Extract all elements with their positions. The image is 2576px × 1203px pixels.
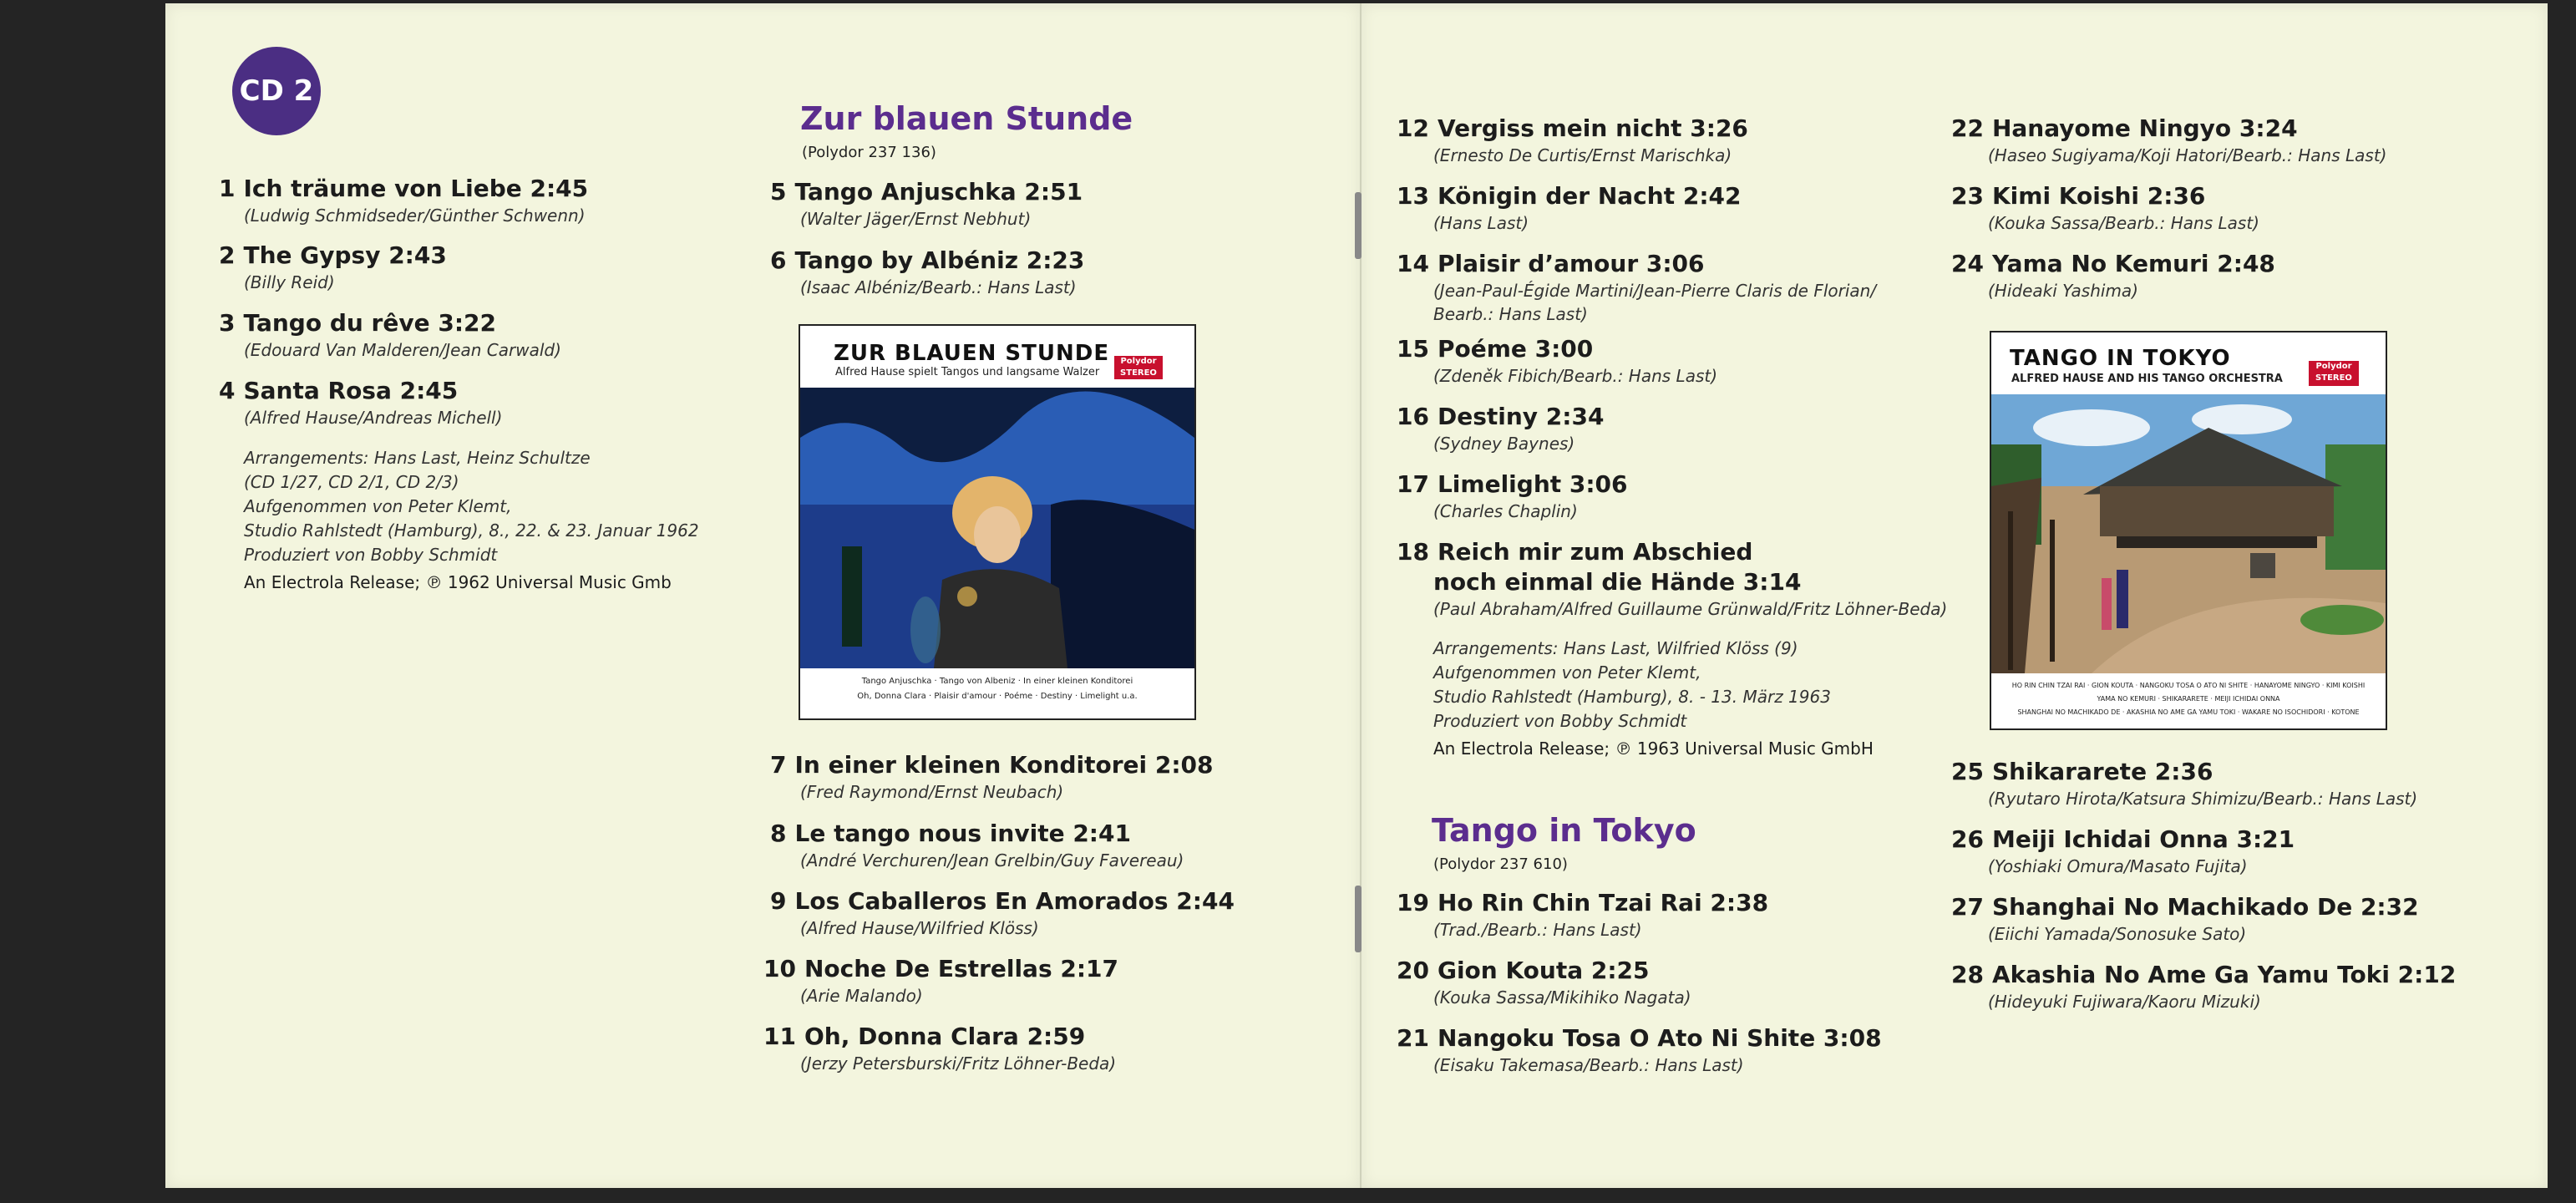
track-credit: (Walter Jäger/Ernst Nebhut) (800, 209, 1032, 229)
track-title: Le tango nous invite 2:41 (794, 820, 1131, 847)
track-16 (1397, 402, 1604, 455)
track-title: Kimi Koishi 2:36 (1991, 182, 2206, 210)
track-title: Königin der Nacht 2:42 (1437, 182, 1742, 210)
track-number: 26 (1951, 825, 1984, 853)
track-credit: (Ludwig Schmidseder/Günther Schwenn) (244, 206, 586, 226)
track-1 (219, 174, 588, 227)
track-title: Plaisir d’amour 3:06 (1437, 250, 1705, 277)
cover-footer-line: Tango Anjuschka · Tango von Albeniz · In einer kleinen Konditorei (861, 677, 1133, 686)
staple-bottom (1355, 886, 1362, 952)
track-number: 9 (770, 887, 787, 915)
track-title: Santa Rosa 2:45 (243, 377, 459, 404)
album-cover-tango-in-tokyo (1990, 331, 2387, 730)
track-number: 15 (1397, 335, 1429, 363)
track-24 (1951, 249, 2275, 302)
track-title: In einer kleinen Konditorei 2:08 (794, 751, 1214, 779)
track-title: The Gypsy 2:43 (243, 241, 447, 269)
track-number: 11 (763, 1023, 796, 1050)
track-5 (770, 177, 1083, 231)
track-17 (1397, 470, 1628, 523)
track-title: Ich träume von Liebe 2:45 (243, 175, 589, 202)
track-number: 28 (1951, 961, 1984, 988)
cover-title: ZUR BLAUEN STUNDE (834, 341, 1110, 366)
track-number: 14 (1397, 250, 1429, 277)
cover-footer-line: Oh, Donna Clara · Plaisir d'amour · Poéme · Destiny · Limelight u.a. (857, 692, 1138, 701)
track-credit: (Kouka Sassa/Bearb.: Hans Last) (1988, 213, 2259, 233)
track-title: Destiny 2:34 (1437, 403, 1605, 430)
track-number: 27 (1951, 893, 1984, 921)
track-credit: (Hans Last) (1433, 213, 1529, 233)
track-20 (1397, 956, 1691, 1009)
track-3 (219, 308, 561, 362)
polydor-logo: Polydor STEREO (1114, 356, 1163, 379)
track-number: 6 (770, 246, 787, 274)
track-14 (1397, 249, 1876, 326)
track-6 (770, 246, 1084, 299)
track-title: Ho Rin Chin Tzai Rai 2:38 (1437, 889, 1769, 916)
track-credit: (Hideaki Yashima) (1988, 281, 2138, 301)
cd-badge: CD 2 (232, 47, 321, 135)
track-credit: (Alfred Hause/Andreas Michell) (244, 408, 503, 428)
track-number: 23 (1951, 182, 1984, 210)
notes-line: Aufgenommen von Peter Klemt, (244, 496, 512, 516)
track-credit: (Paul Abraham/Alfred Guillaume Grünwald/Fritz Löhner-Beda) (1433, 599, 1948, 619)
album-catalog: (Polydor 237 610) (1433, 855, 1568, 873)
cover-header (800, 326, 1194, 388)
track-title-cont: noch einmal die Hände 3:14 (1433, 568, 1802, 596)
track-credit: (Hideyuki Fujiwara/Kaoru Mizuki) (1988, 992, 2261, 1012)
track-credit: (André Verchuren/Jean Grelbin/Guy Favereau) (800, 850, 1184, 871)
track-title: Meiji Ichidai Onna 3:21 (1991, 825, 2295, 853)
track-number: 1 (219, 175, 236, 202)
track-credit: (Eisaku Takemasa/Bearb.: Hans Last) (1433, 1055, 1744, 1075)
track-number: 13 (1397, 182, 1429, 210)
track-credit: (Zdeněk Fibich/Bearb.: Hans Last) (1433, 366, 1718, 386)
staple-top (1355, 192, 1362, 259)
track-title: Noche De Estrellas 2:17 (804, 955, 1119, 982)
track-title: Hanayome Ningyo 3:24 (1991, 114, 2298, 142)
notes-line: Studio Rahlstedt (Hamburg), 8. - 13. März 1963 (1433, 687, 1831, 707)
track-credit: (Ryutaro Hirota/Katsura Shimizu/Bearb.: Hans Last) (1988, 789, 2418, 809)
credits-notes-1 (244, 446, 699, 595)
track-28 (1951, 960, 2456, 1013)
track-credit-cont: Bearb.: Hans Last) (1433, 304, 1588, 324)
track-credit: (Eiichi Yamada/Sonosuke Sato) (1988, 924, 2247, 944)
track-9 (770, 886, 1235, 940)
track-number: 4 (219, 377, 236, 404)
notes-line: (CD 1/27, CD 2/1, CD 2/3) (244, 472, 459, 492)
cover-footer-line: YAMA NO KEMURI · SHIKARARETE · MEIJI ICHIDAI ONNA (2097, 695, 2280, 703)
notes-line: Studio Rahlstedt (Hamburg), 8., 22. & 23. Januar 1962 (244, 520, 699, 541)
track-11 (763, 1022, 1116, 1075)
track-18 (1397, 537, 1947, 621)
album-title: Tango in Tokyo (1432, 812, 1696, 849)
track-title: Gion Kouta 2:25 (1437, 957, 1650, 984)
track-8 (770, 819, 1184, 872)
track-title: Tango Anjuschka 2:51 (794, 178, 1083, 206)
track-7 (770, 750, 1214, 804)
track-credit: (Trad./Bearb.: Hans Last) (1433, 920, 1642, 940)
track-number: 17 (1397, 470, 1429, 498)
track-title: Shanghai No Machikado De 2:32 (1991, 893, 2419, 921)
track-25 (1951, 757, 2417, 810)
track-credit: (Jean-Paul-Égide Martini/Jean-Pierre Claris de Florian/ (1433, 281, 1877, 301)
track-number: 12 (1397, 114, 1429, 142)
track-credit: (Jerzy Petersburski/Fritz Löhner-Beda) (800, 1053, 1117, 1074)
track-number: 21 (1397, 1024, 1429, 1052)
track-credit: (Yoshiaki Omura/Masato Fujita) (1988, 856, 2248, 876)
release-line: An Electrola Release; ℗ 1962 Universal Music Gmb (244, 572, 672, 592)
notes-line: Aufgenommen von Peter Klemt, (1433, 662, 1701, 683)
track-credit: (Charles Chaplin) (1433, 501, 1578, 521)
track-credit: (Edouard Van Malderen/Jean Carwald) (244, 340, 561, 360)
track-number: 8 (770, 820, 787, 847)
track-19 (1397, 888, 1768, 942)
track-number: 19 (1397, 889, 1429, 916)
track-title: Nangoku Tosa O Ato Ni Shite 3:08 (1437, 1024, 1882, 1052)
track-title: Shikararete 2:36 (1991, 758, 2213, 785)
track-10 (763, 954, 1118, 1008)
track-number: 3 (219, 309, 236, 337)
cover-subtitle: Alfred Hause spielt Tangos und langsame Walzer (835, 366, 1100, 378)
track-12 (1397, 114, 1748, 167)
track-2 (219, 241, 447, 294)
cover-photo (800, 388, 1194, 668)
album-title: Zur blauen Stunde (800, 100, 1133, 137)
track-number: 20 (1397, 957, 1429, 984)
track-15 (1397, 334, 1717, 388)
track-title: Reich mir zum Abschied (1437, 538, 1753, 566)
track-credit: (Isaac Albéniz/Bearb.: Hans Last) (800, 277, 1077, 297)
track-credit: (Billy Reid) (244, 272, 335, 292)
credits-notes-2 (1433, 637, 1874, 761)
track-number: 2 (219, 241, 236, 269)
track-number: 18 (1397, 538, 1429, 566)
cover-subtitle: ALFRED HAUSE AND HIS TANGO ORCHESTRA (2011, 373, 2283, 385)
track-number: 7 (770, 751, 787, 779)
track-title: Limelight 3:06 (1437, 470, 1628, 498)
track-title: Yama No Kemuri 2:48 (1991, 250, 2275, 277)
track-number: 16 (1397, 403, 1429, 430)
track-credit: (Ernesto De Curtis/Ernst Marischka) (1433, 145, 1732, 165)
track-23 (1951, 181, 2259, 235)
track-credit: (Alfred Hause/Wilfried Klöss) (800, 918, 1039, 938)
track-21 (1397, 1023, 1882, 1077)
track-4 (219, 376, 502, 429)
cover-photo (1991, 394, 2386, 673)
track-title: Los Caballeros En Amorados 2:44 (794, 887, 1235, 915)
cover-footer-line: SHANGHAI NO MACHIKADO DE · AKASHIA NO AME GA YAMU TOKI · WAKARE NO ISOCHIDORI · KOTONE (2017, 708, 2360, 716)
notes-line: Arrangements: Hans Last, Heinz Schultze (244, 448, 591, 468)
track-credit: (Fred Raymond/Ernst Neubach) (800, 782, 1064, 802)
notes-line: Produziert von Bobby Schmidt (1433, 711, 1687, 731)
album-catalog: (Polydor 237 136) (802, 144, 936, 161)
cover-footer-line: HO RIN CHIN TZAI RAI · GION KOUTA · NANGOKU TOSA O ATO NI SHITE · HANAYOME NINGYO · KIMI KOISHI (2011, 682, 2366, 689)
track-credit: (Haseo Sugiyama/Koji Hatori/Bearb.: Hans Last) (1988, 145, 2387, 165)
track-number: 25 (1951, 758, 1984, 785)
track-credit: (Kouka Sassa/Mikihiko Nagata) (1433, 987, 1691, 1008)
track-title: Oh, Donna Clara 2:59 (804, 1023, 1086, 1050)
notes-line: Arrangements: Hans Last, Wilfried Klöss (9) (1433, 638, 1798, 658)
track-26 (1951, 825, 2295, 878)
track-number: 22 (1951, 114, 1984, 142)
track-title: Akashia No Ame Ga Yamu Toki 2:12 (1991, 961, 2457, 988)
cover-title: TANGO IN TOKYO (2010, 346, 2231, 371)
track-title: Tango du rêve 3:22 (243, 309, 496, 337)
track-title: Tango by Albéniz 2:23 (794, 246, 1085, 274)
track-13 (1397, 181, 1742, 235)
release-line: An Electrola Release; ℗ 1963 Universal Music GmbH (1433, 739, 1874, 759)
track-number: 24 (1951, 250, 1984, 277)
track-number: 10 (763, 955, 796, 982)
album-cover-zur-blauen-stunde (799, 324, 1196, 720)
track-title: Vergiss mein nicht 3:26 (1437, 114, 1748, 142)
notes-line: Produziert von Bobby Schmidt (244, 545, 498, 565)
polydor-logo: Polydor STEREO (2309, 361, 2359, 386)
cover-header (1991, 332, 2386, 394)
track-22 (1951, 114, 2386, 167)
track-title: Poéme 3:00 (1437, 335, 1594, 363)
track-credit: (Sydney Baynes) (1433, 434, 1575, 454)
track-27 (1951, 892, 2419, 946)
track-credit: (Arie Malando) (800, 986, 923, 1006)
track-number: 5 (770, 178, 787, 206)
